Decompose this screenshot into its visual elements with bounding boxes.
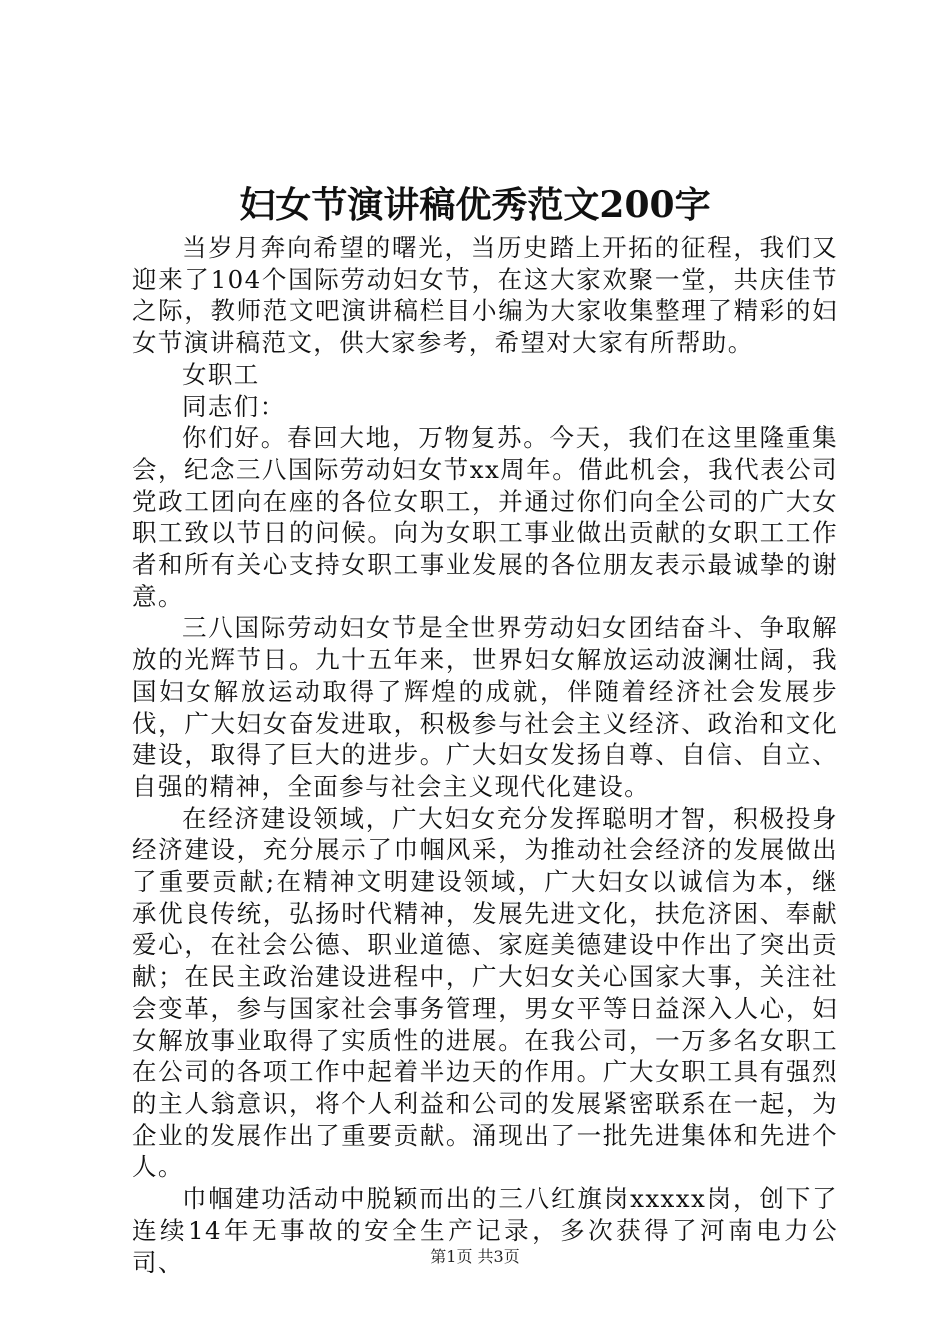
paragraph-contributions: 在经济建设领域，广大妇女充分发挥聪明才智，积极投身经济建设，充分展示了巾帼风采，为推动社会经济的发展做出了重要贡献;在精神文明建设领域，广大妇女以诚信为本，继承优良传统，弘扬时代精神，发展先进文化，扶危济困、奉献爱心，在社会公德、职业道德、家庭美德建设中作出了突出贡献；在民主政治建设进程中，广大妇女关心国家大事，关注社会变革，参与国家社会事务管理，男女平等日益深入人心，妇女解放事业取得了实质性的进展。在我公司，一万多名女职工在公司的各项工作中起着半边天的作用。广大女职工具有强烈的主人翁意识，将个人利益和公司的发展紧密联系在一起，为企业的发展作出了重要贡献。涌现出了一批先进集体和先进个人。 (132, 803, 838, 1182)
page-number-footer: 第1页 共3页 (430, 1247, 520, 1266)
paragraph-achievements: 巾帼建功活动中脱颖而出的三八红旗岗xxxxx岗，创下了连续14年无事故的安全生产记录，多次获得了河南电力公司、 (132, 1184, 838, 1277)
paragraph-intro: 当岁月奔向希望的曙光，当历史踏上开拓的征程，我们又迎来了104个国际劳动妇女节，在这大家欢聚一堂，共庆佳节之际，教师范文吧演讲稿栏目小编为大家收集整理了精彩的妇女节演讲稿范文，供大家参考，希望对大家有所帮助。 (132, 233, 838, 358)
document-title: 妇女节演讲稿优秀范文200字 (239, 184, 711, 226)
paragraph-salutation-comrades: 同志们： (182, 391, 286, 421)
paragraph-salutation-audience: 女职工 (182, 359, 260, 389)
paragraph-greeting: 你们好。春回大地，万物复苏。今天，我们在这里隆重集会，纪念三八国际劳动妇女节xx周年。借此机会，我代表公司党政工团向在座的各位女职工，并通过你们向全公司的广大女职工致以节日的问候。向为女职工事业做出贡献的女职工工作者和所有关心支持女职工事业发展的各位朋友表示最诚挚的谢意。 (132, 423, 838, 611)
paragraph-history: 三八国际劳动妇女节是全世界劳动妇女团结奋斗、争取解放的光辉节日。九十五年来，世界妇女解放运动波澜壮阔，我国妇女解放运动取得了辉煌的成就，伴随着经济社会发展步伐，广大妇女奋发进取，积极参与社会主义经济、政治和文化建设，取得了巨大的进步。广大妇女发扬自尊、自信、自立、自强的精神，全面参与社会主义现代化建设。 (132, 613, 838, 801)
document-body (132, 232, 838, 1278)
